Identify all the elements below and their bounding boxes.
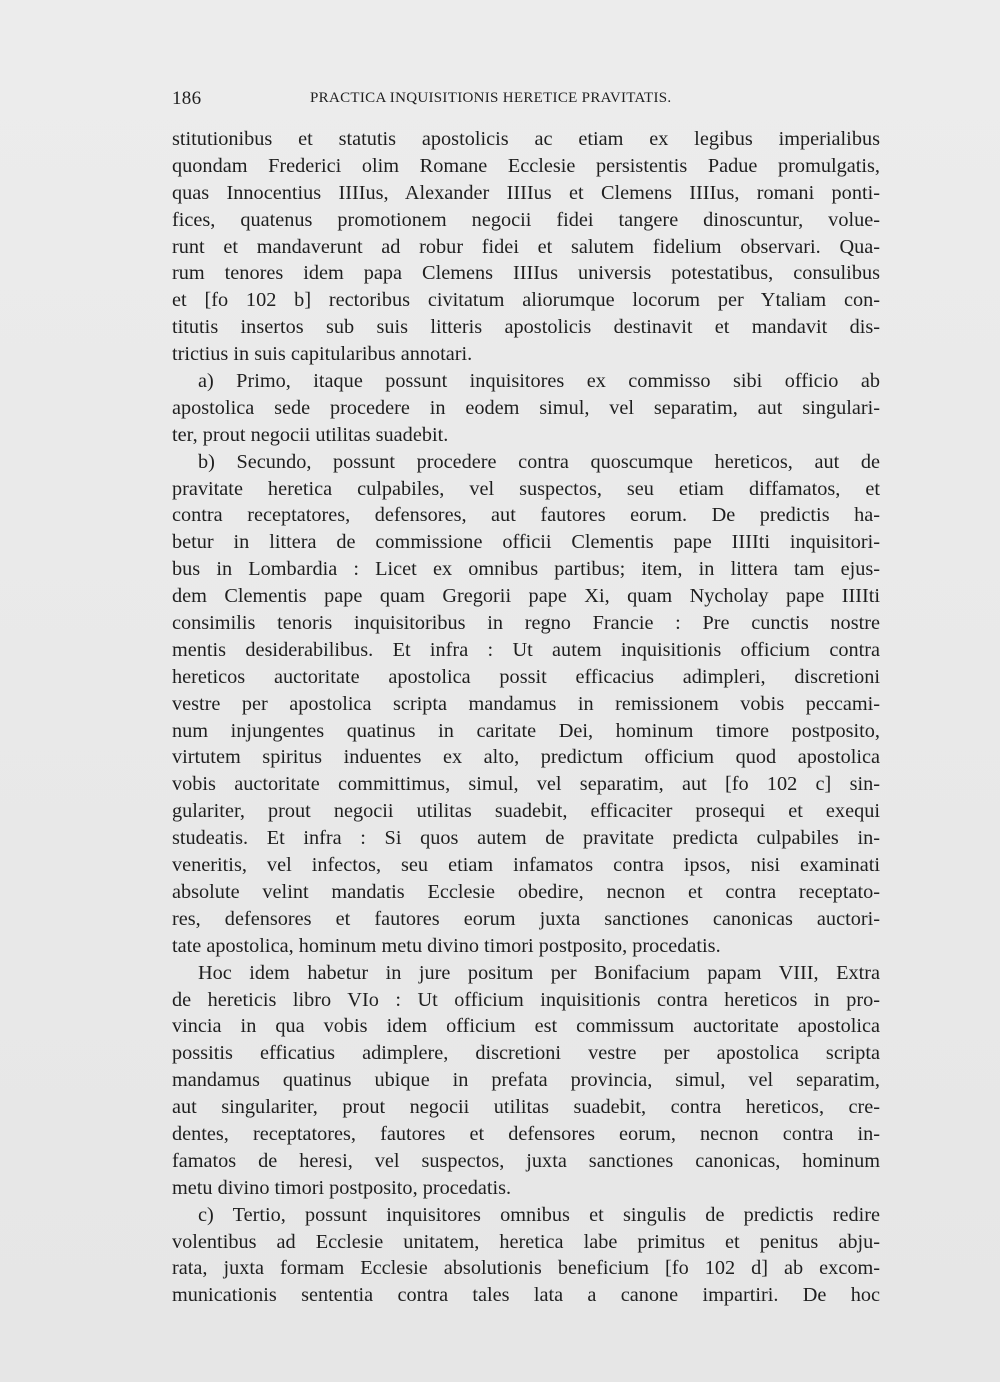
text-line: a) Primo, itaque possunt inquisitores ex commisso sibi officio ab	[198, 370, 880, 393]
text-line: mentis desiderabilibus. Et infra : Ut autem inquisitionis officium contra	[172, 638, 880, 661]
text-line: bus in Lombardia : Licet ex omnibus partibus; item, in littera tam ejus-	[172, 558, 880, 581]
text-line: pravitate heretica culpabiles, vel suspectos, seu etiam diffamatos, et	[172, 477, 880, 500]
text-line: aut singulariter, prout negocii utilitas suadebit, contra hereticos, cre-	[172, 1096, 880, 1119]
text-line: ter, prout negocii utilitas suadebit.	[172, 423, 449, 446]
text-line: de hereticis libro VIo : Ut officium inquisitionis contra hereticos in pro-	[172, 988, 880, 1011]
text-line: titutis insertos sub suis litteris apostolicis destinavit et mandavit dis-	[172, 316, 880, 339]
text-line: famatos de heresi, vel suspectos, juxta sanctiones canonicas, hominum	[172, 1149, 880, 1172]
text-line: absolute velint mandatis Ecclesie obedire, necnon et contra receptato-	[172, 880, 880, 903]
text-line: virtutem spiritus induentes ex alto, predictum officium quod apostolica	[172, 746, 880, 769]
body-text	[172, 126, 880, 1309]
text-line: trictius in suis capitularibus annotari.	[172, 343, 473, 366]
text-line: res, defensores et fautores eorum juxta sanctiones canonicas auctori-	[172, 907, 880, 930]
text-line: gulariter, prout negocii utilitas suadebit, efficaciter prosequi et exequi	[172, 800, 880, 823]
text-line: Hoc idem habetur in jure positum per Bonifacium papam VIII, Extra	[198, 961, 880, 984]
text-line: vincia in qua vobis idem officium est commissum auctoritate apostolica	[172, 1015, 880, 1038]
text-line: possitis efficatius adimplere, discretioni vestre per apostolica scripta	[172, 1042, 880, 1065]
text-line: runt et mandaverunt ad robur fidei et salutem fidelium observari. Qua-	[172, 235, 880, 258]
text-line: studeatis. Et infra : Si quos autem de pravitate predicta culpabiles in-	[172, 827, 880, 850]
text-line: et [fo 102 b] rectoribus civitatum aliorumque locorum per Ytaliam con-	[172, 289, 880, 312]
text-line: c) Tertio, possunt inquisitores omnibus et singulis de predictis redire	[198, 1203, 880, 1226]
text-line: consimilis tenoris inquisitoribus in regno Francie : Pre cunctis nostre	[172, 612, 880, 635]
text-line: rata, juxta formam Ecclesie absolutionis beneficium [fo 102 d] ab excom-	[172, 1257, 880, 1280]
text-line: mandamus quatinus ubique in prefata provincia, simul, vel separatim,	[172, 1069, 880, 1092]
text-line: fices, quatenus promotionem negocii fidei tangere dinoscuntur, voluе-	[172, 208, 880, 231]
text-line: volentibus ad Ecclesie unitatem, heretica labe primitus et penitus abju-	[172, 1230, 880, 1253]
text-line: vobis auctoritate committimus, simul, vel separatim, aut [fo 102 c] sin-	[172, 773, 880, 796]
text-line: dem Clementis pape quam Gregorii pape Xi, quam Nycholay pape IIIIti	[172, 585, 880, 608]
page-header	[172, 88, 882, 114]
text-line: hereticos auctoritate apostolica possit efficacius adimpleri, discretioni	[172, 665, 880, 688]
text-line: stitutionibus et statutis apostolicis ac etiam ex legibus imperialibus	[172, 128, 880, 150]
text-line: metu divino timori postposito, procedatis.	[172, 1176, 512, 1199]
text-line: contra receptatores, defensores, aut fautores eorum. De predictis ha-	[172, 504, 880, 527]
text-line: veneritis, vel infectos, seu etiam infamatos contra ipsos, nisi examinati	[172, 854, 880, 877]
text-line: tate apostolica, hominum metu divino timori postposito, procedatis.	[172, 934, 721, 957]
text-line: num injungentes quatinus in caritate Dei, hominum timore postposito,	[172, 719, 880, 742]
text-line: rum tenores idem papa Clemens IIIIus universis potestatibus, consulibus	[172, 262, 880, 285]
text-line: quondam Frederici olim Romane Ecclesie persistentis Padue promulgatis,	[172, 154, 880, 177]
text-line: quas Innocentius IIIIus, Alexander IIIIus et Clemens IIIIus, romani ponti-	[172, 181, 880, 204]
text-line: dentes, receptatores, fautores et defensores eorum, necnon contra in-	[172, 1122, 880, 1145]
text-line: municationis sententia contra tales lata a canone impartiri. De hoc	[172, 1284, 880, 1307]
running-title: PRACTICA INQUISITIONIS HERETICE PRAVITATIS.	[310, 90, 672, 106]
text-line: apostolica sede procedere in eodem simul, vel separatim, aut singulari-	[172, 396, 880, 419]
text-line: betur in littera de commissione officii Clementis pape IIIIti inquisitori-	[172, 531, 880, 554]
text-line: vestre per apostolica scripta mandamus in remissionem vobis peccami-	[172, 692, 880, 715]
page-number: 186	[172, 88, 202, 109]
text-line: b) Secundo, possunt procedere contra quoscumque hereticos, aut de	[198, 450, 880, 473]
